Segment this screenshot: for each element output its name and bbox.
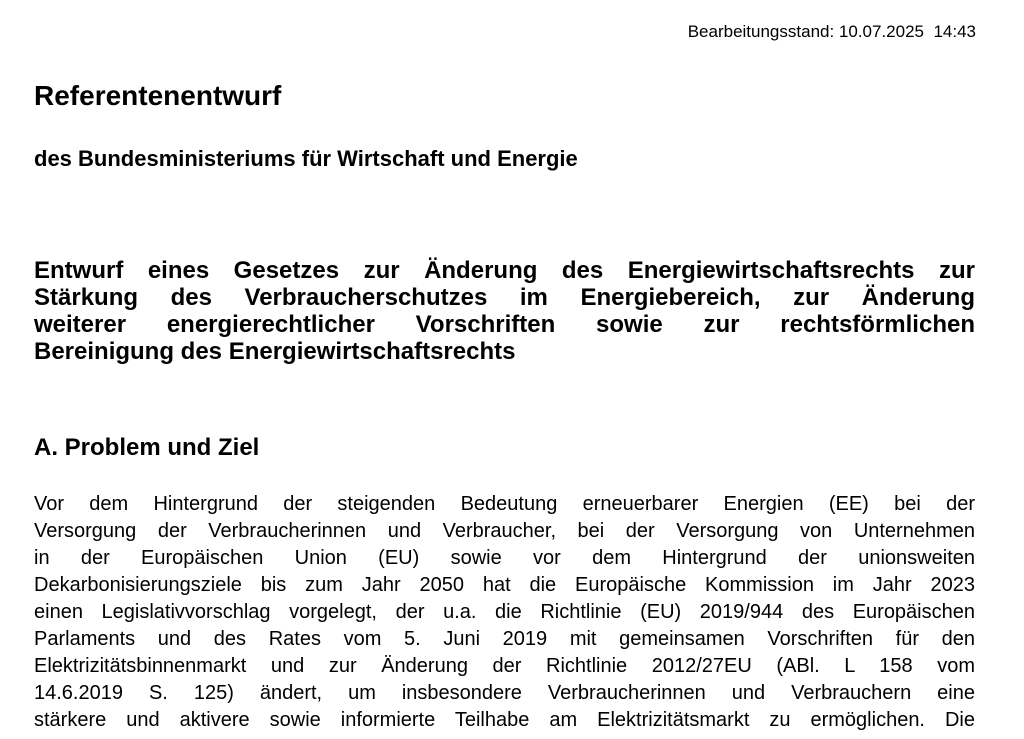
body-line: in der Europäischen Union (EU) sowie vor dem Hintergrund der unionsweiten — [34, 547, 975, 569]
body-line: Dekarbonisierungsziele bis zum Jahr 2050 hat die Europäische Kommission im Jahr 2023 — [34, 574, 975, 596]
section-heading: A. Problem und Ziel — [34, 434, 260, 461]
body-line: Parlaments und des Rates vom 5. Juni 2019 mit gemeinsamen Vorschriften für den — [34, 628, 975, 650]
law-title-line: Entwurf eines Gesetzes zur Änderung des Energiewirtschaftsrechts zur — [34, 257, 975, 284]
document-subtitle: des Bundesministeriums für Wirtschaft und Energie — [34, 146, 578, 171]
body-line: Elektrizitätsbinnenmarkt und zur Änderung der Richtlinie 2012/27EU (ABl. L 158 vom — [34, 655, 975, 677]
body-line: einen Legislativvorschlag vorgelegt, der u.a. die Richtlinie (EU) 2019/944 des Europäischen — [34, 601, 975, 623]
body-line: Versorgung der Verbraucherinnen und Verbraucher, bei der Versorgung von Unternehmen — [34, 520, 975, 542]
body-line: 14.6.2019 S. 125) ändert, um insbesondere Verbraucherinnen und Verbrauchern eine — [34, 682, 975, 704]
document-title: Referentenentwurf — [34, 80, 282, 111]
edit-status: Bearbeitungsstand: 10.07.2025 14:43 — [687, 22, 976, 41]
law-title-line: weiterer energierechtlicher Vorschriften sowie zur rechtsförmlichen — [34, 311, 975, 338]
law-title — [34, 255, 975, 363]
law-title-line: Stärkung des Verbraucherschutzes im Energiebereich, zur Änderung — [34, 284, 975, 311]
law-title-line: Bereinigung des Energiewirtschaftsrechts — [34, 338, 516, 365]
body-paragraph — [34, 491, 975, 734]
body-line: stärkere und aktivere sowie informierte Teilhabe am Elektrizitätsmarkt zu ermöglichen. Die — [34, 709, 975, 731]
body-line: Vor dem Hintergrund der steigenden Bedeutung erneuerbarer Energien (EE) bei der — [34, 493, 975, 515]
